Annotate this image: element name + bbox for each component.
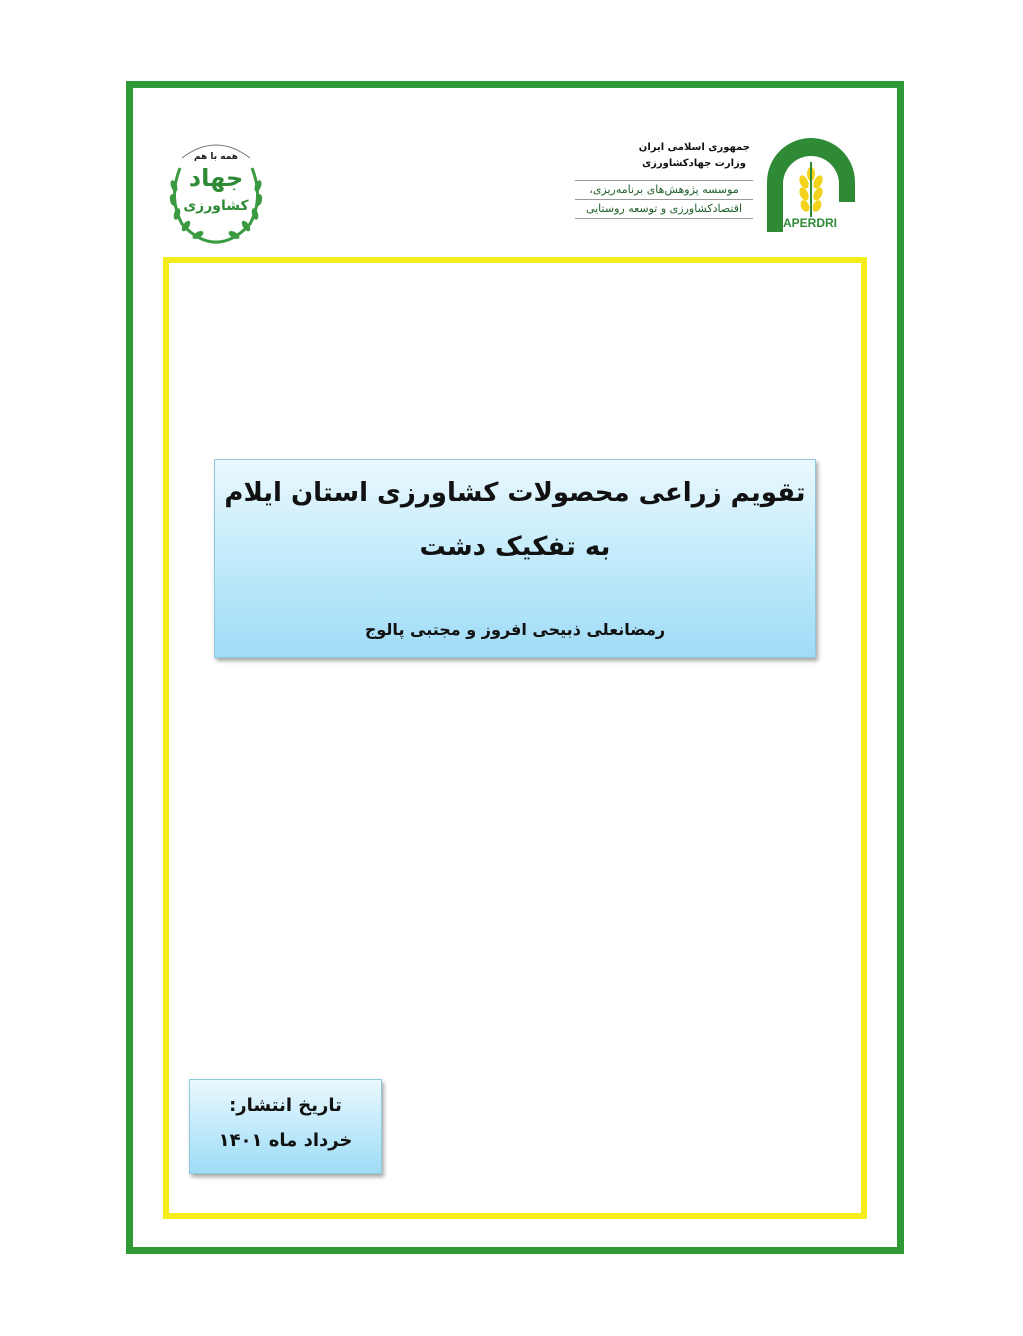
aperdri-acronym: APERDRI <box>783 216 838 230</box>
ministry-header <box>560 140 750 172</box>
jahad-logo-sub-text: کشاورزی <box>183 198 249 214</box>
jahad-keshavarzi-logo <box>160 128 272 248</box>
jahad-logo-top-text: همه با هم <box>193 152 239 162</box>
inner-yellow-frame <box>163 257 867 1219</box>
ministry-line-1: جمهوری اسلامی ایران <box>638 142 750 153</box>
aperdri-logo <box>755 132 867 236</box>
title-box <box>214 459 816 658</box>
document-authors: رمضانعلی ذبیحی افروز و مجتبی پالوج <box>364 620 666 639</box>
institute-line-1: موسسه پژوهش‌های برنامه‌ریزی، <box>575 180 753 199</box>
publication-date-box <box>189 1079 382 1174</box>
ministry-line-2: وزارت جهادکشاورزی <box>641 158 746 169</box>
publication-date-value: خرداد ماه ۱۴۰۱ <box>218 1130 353 1151</box>
document-title-line-2: به تفکیک دشت <box>419 532 611 562</box>
publication-date-label: تاریخ انتشار: <box>229 1095 342 1116</box>
institute-name <box>575 180 753 219</box>
institute-line-2: اقتصادکشاورزی و توسعه روستایی <box>575 199 753 219</box>
document-title-line-1: تقویم زراعی محصولات کشاورزی استان ایلام <box>224 478 806 508</box>
jahad-logo-main-text: جهاد <box>188 164 244 192</box>
